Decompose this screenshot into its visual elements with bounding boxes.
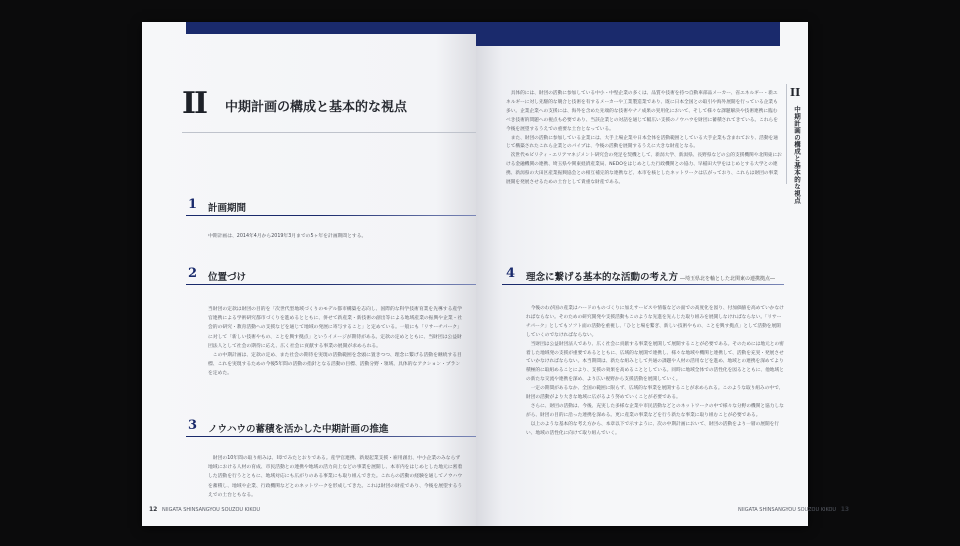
right-footer	[738, 506, 852, 513]
section-body-4: 今後のわが国の産業はハードのものづくりに加えサービスや情報などの面での高度化を図り、付加価値を高めていかなければならない。そのための研究開発や支援活動もこのような先進を先んじた取り組みを展開しなければならない。「リサーチパーク」としてもソフト面の活動を重視し、「ひとと場を繋ぎ、新しい技術やもの、ことを興す拠点」として活動を展開していくのでなければならない。 当財団は公益財団法人であり、広く社会に貢献する事業を展開して展開することが必要である。そのためには地元との密着した地域発の支援が重要であるとともに、広域的な展開で連携し、様々な地域や機関と連携して、活動を充実・発展させていかなければならない。本当期間は、新たな組みとして共通の課題や人材の活用などを進め、地域との連携を深めてより積極的に取組めることにより、支援の効果を高めることとしている。同時に地域全体での活性化を図るとともに、他地域との新たな交流や連携を深め、より広い視野から支援活動を展開していく。 一定の期間があるなか、全国の範囲に限らず、広域的な事業を展開することが求められる。このような取り組みの中で、財団の活動がより大きな地域に広がるよう努めていくことが必要である。 さらに、財団の活動は、今後、充実した多様な企業や市民活動などとのネットワークの中で様々な分野の機関と協力しながら、財団の目的に沿った連携を深める。更に産業の事業などを行う新たな事業に取り組むことが必要である。 以上のような基本的な考え方から、本章以下で示すように、次の中期計画において、財団の活動をより一層の展開を行い、地域の活性化に向けて取り組んでいく。	[526, 306, 784, 436]
right-page	[476, 22, 850, 526]
chapter-numeral: II	[182, 86, 207, 121]
section-number-2: 2	[188, 266, 198, 281]
page-number-right: 13	[840, 506, 850, 513]
section-rule-1	[186, 215, 478, 216]
section-subtitle-4: ―埼玉県北を軸とした北関東の連携拠点―	[680, 276, 776, 282]
header-color-bar	[186, 22, 476, 34]
chapter-title: 中期計画の構成と基本的な視点	[225, 100, 408, 115]
section-body-2: 当財団の定款は財団の目的を「次世代型地域づくりのモデル都市構築を志向し、国際的な科学技術育業を先導する産学官連携による学術研究都市づくりを進めるとともに、併せて新産業・新技術の創出等による地域産業の振興や企業・社会的の研究・教育活動への支援などを通じて地域の発展に寄与すること」と定めている。一般にも「リサーチパーク」に対して「新しい技術やもの、ことを興す拠点」というイメージが期待がある。定款の定めとともに、当財団は公益財団法人として社会の期待に応え、広く社会に貢献する事業の展開が求められる。 この中期計画は、定款の定め、また社会の期待を実現の活動範囲を念頭に置きつつ、理念に繋げる活動を継続する目標、これを実現するための今後5年間の活動の指針となる活動の目標、活動分野・領域、具体的なアクション・プランを定めた。	[208, 307, 463, 377]
section-rule-4	[502, 284, 784, 285]
header-color-bar	[476, 22, 780, 46]
document-spread	[142, 22, 850, 526]
section-number-4: 4	[506, 266, 516, 281]
section-title-4	[526, 269, 775, 283]
vertical-divider	[786, 84, 787, 184]
vertical-chapter-numeral: II	[790, 86, 801, 99]
section-title-3: ノウハウの蓄積を活かした中期計画の推進	[208, 424, 389, 435]
vertical-chapter-title: 中期計画の構成と基本的な視点	[793, 106, 801, 204]
left-footer	[146, 506, 260, 513]
section-rule-2	[186, 284, 478, 285]
section-number-1: 1	[188, 197, 198, 212]
left-page	[142, 22, 476, 526]
publication-name-right: NIIGATA SHINSANGYOU SOUZOU KIKOU	[738, 507, 837, 513]
section-body-1: 中期計画は、2014年4月から2019年3月までの5ヶ年を計画期間とする。	[208, 234, 367, 239]
section-title-4-text: 理念に繋げる基本的な活動の考え方	[526, 272, 679, 283]
page-number-left: 12	[149, 506, 158, 513]
chapter-divider	[182, 132, 476, 133]
section-number-3: 3	[188, 418, 198, 433]
section-title-2: 位置づけ	[208, 272, 247, 283]
section-title-1: 計画期間	[208, 203, 247, 214]
section-body-3: 財団の10年間の取り組みは、I章でみたとおりである。産学官連携、新規起業支援・雇用創出、中小企業のみならず地域における人材の育成、市民活動との連携や地域の活力向上などの事業を展開し、本市内をはじめとした地元に密着した活動を行うとともに、地域対応にも広がりのある事業にも取り組んできた。これらの活動の経験を通してノウハウを蓄積し、地域や企業、行政機関などとのネットワークを形成してきた。これは財団の財産であり、今後を展望するうえでの土台ともなる。	[208, 456, 463, 498]
publication-name-left: NIIGATA SHINSANGYOU SOUZOU KIKOU	[161, 507, 261, 513]
intro-body: 具体的には、財団の活動に参加している中小・中堅企業の多くは、品質や技術を持つ自動車部品メーカー、省エネルギー・新エネルギーに対し先駆的な競合と技術を有するメーカーや工業製造業であり、既に日本全国との取引や海外展開を行っている企業も多い。企業企業への支援には、海外を含めた先端的な技術やナノ成果の実用化において、そして様々な課題解決や技術連携に臨むべき技術的問題への視点も必要であり、当該企業との対話を通じて幅広い支援のノウハウを財団に蓄積されてきている。これらを今後を展望するうえでの重要な土台となっている。 また、財団の活動に参加している企業には、大手上場企業や日本全体を活動範囲としている大手企業も含まれており、活動を通じて構築されたこれら企業とのパイプは、今後の活動を展開するうえに大きな財産となる。 次世代モビリティ・エリアマネジメント研究会の発足を契機として、新潟大学、新潟県、長野県などの公的支援機関や北関東における金融機関の連携、埼玉県や関東経済産業局、NEDOをはじめとした行政機関との協力、早稲田大学をはじめとする大学との連携、新潟県の大田区産業振興協会との相互補完的な連携など、本市を核としたネットワークは広がっており、これらは財団の事業展開を発展させるための土台として貴重な財産である。	[506, 91, 782, 186]
section-rule-3	[186, 436, 478, 437]
